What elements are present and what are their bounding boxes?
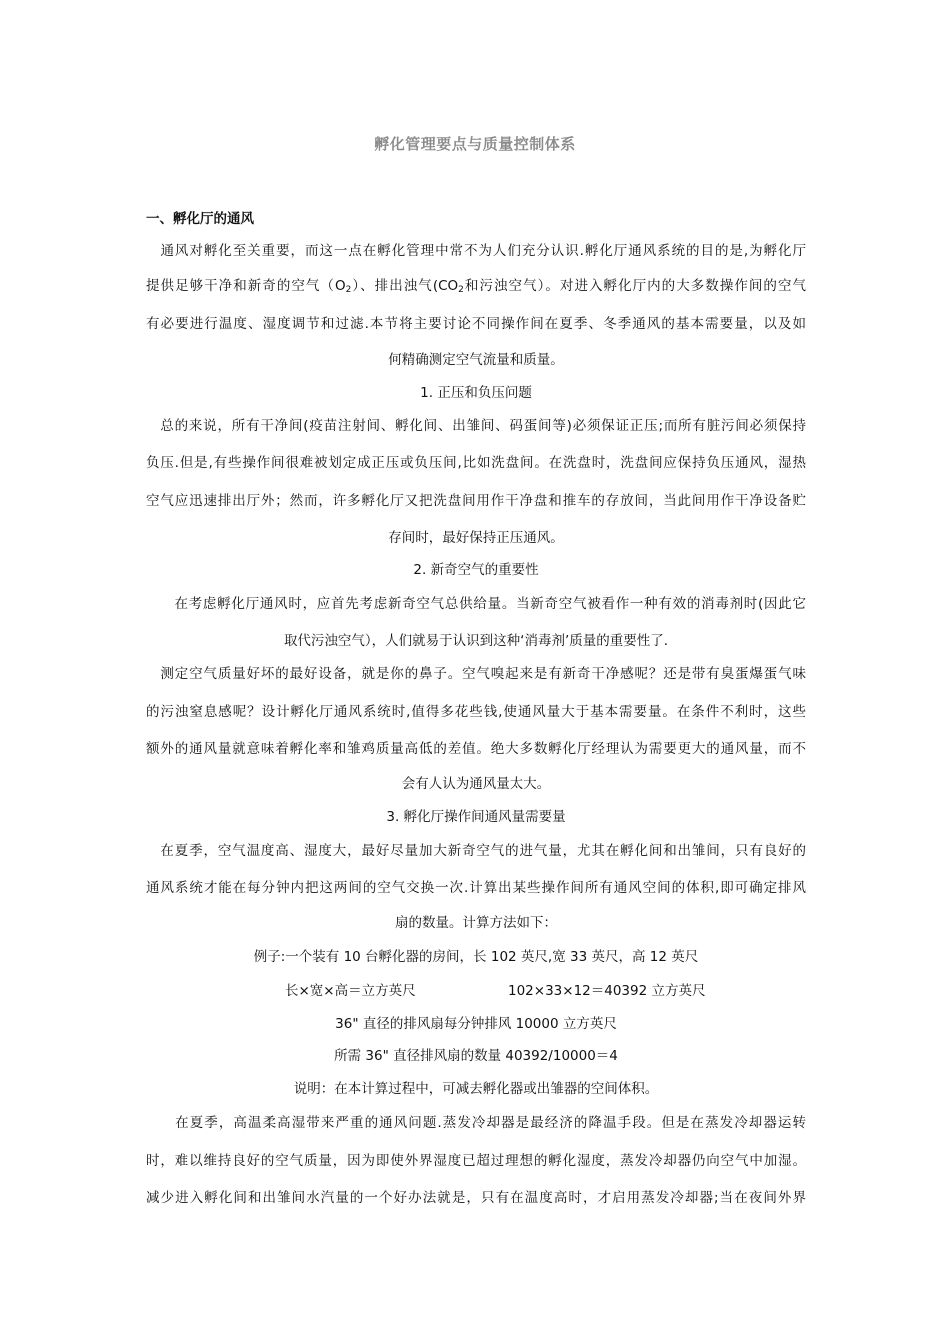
o2-subscript: 2 (345, 285, 352, 295)
sub2-p2-line-1: 测定空气质量好坏的最好设备，就是你的鼻子。空气嗅起来是有新奇干净感呢？还是带有臭蛋爆蛋气味 (146, 666, 806, 682)
co2-subscript: 2 (458, 285, 464, 295)
sub2-p1-line-2: 取代污浊空气），人们就易于认识到这种‘消毒剂’质量的重要性了. (283, 633, 669, 649)
subsection-3-heading: 3. 孵化厅操作间通风量需要量 (386, 809, 566, 825)
sub3-p2-line-3: 减少进入孵化间和出雏间水汽量的一个好办法就是，只有在温度高时，才启用蒸发冷却器;当在夜间外界 (146, 1190, 806, 1206)
formula-left: 长×宽×高＝立方英尺 (285, 983, 416, 999)
sub1-line-2: 负压.但是,有些操作间很难被划定成正压或负压间,比如洗盘间。在洗盘时，洗盘间应保持负压通风，湿热 (146, 455, 806, 471)
sub1-line-1: 总的来说，所有干净间(疫苗注射间、孵化间、出雏间、码蛋间等)必须保证正压;而所有脏污间必须保持 (146, 418, 806, 434)
sub2-p1-line-1: 在考虑孵化厅通风时，应首先考虑新奇空气总供给量。当新奇空气被看作一种有效的消毒剂时(因此它 (146, 596, 806, 612)
fan-count-line: 所需 36" 直径排风扇的数量 40392/10000＝4 (334, 1048, 618, 1064)
sub2-p2-line-3: 额外的通风量就意味着孵化率和雏鸡质量高低的差值。绝大多数孵化厅经理认为需要更大的通风量，而不 (146, 741, 806, 757)
intro-line-2c: 和污浊空气）。对进入孵化厅内的大多数操作间的空气 (463, 278, 806, 294)
sub3-p2-line-1: 在夏季，高温柔高湿带来严重的通风问题.蒸发冷却器是最经济的降温手段。但是在蒸发冷却器运转 (146, 1115, 806, 1131)
intro-line-2b: ）、排出浊气(CO (351, 278, 459, 294)
subsection-2-heading: 2. 新奇空气的重要性 (413, 562, 539, 578)
sub3-line-3: 扇的数量。计算方法如下： (395, 915, 557, 931)
sub1-line-4: 存间时，最好保持正压通风。 (388, 530, 564, 546)
document-title: 孵化管理要点与质量控制体系 (374, 135, 576, 153)
intro-line-2 (146, 277, 806, 295)
intro-line-1: 通风对孵化至关重要，而这一点在孵化管理中常不为人们充分认识.孵化厅通风系统的目的是,为孵化厅 (146, 243, 806, 259)
note-line: 说明：在本计算过程中，可减去孵化器或出雏器的空间体积。 (293, 1081, 659, 1097)
section-heading-ventilation: 一、孵化厅的通风 (146, 211, 254, 227)
fan-capacity-line: 36" 直径的排风扇每分钟排风 10000 立方英尺 (335, 1016, 617, 1032)
sub3-line-1: 在夏季，空气温度高、湿度大，最好尽量加大新奇空气的进气量，尤其在孵化间和出雏间，只有良好的 (146, 843, 806, 859)
sub2-p2-line-2: 的污浊窒息感呢？设计孵化厅通风系统时,值得多花些钱,使通风量大于基本需要量。在条件不利时，这些 (146, 704, 806, 720)
intro-line-3: 有必要进行温度、湿度调节和过滤.本节将主要讨论不同操作间在夏季、冬季通风的基本需要量，以及如 (146, 316, 806, 332)
formula-right: 102×33×12＝40392 立方英尺 (508, 983, 706, 999)
sub2-p2-line-4: 会有人认为通风量太大。 (401, 776, 551, 792)
sub1-line-3: 空气应迅速排出厅外；然而，许多孵化厅又把洗盘间用作干净盘和推车的存放间，当此间用作干净设备贮 (146, 493, 806, 509)
subsection-1-heading: 1. 正压和负压问题 (420, 385, 532, 401)
intro-line-4: 何精确测定空气流量和质量。 (388, 352, 564, 368)
example-line: 例子:一个装有 10 台孵化器的房间，长 102 英尺,宽 33 英尺，高 12 英尺 (253, 949, 699, 965)
sub3-line-2: 通风系统才能在每分钟内把这两间的空气交换一次.计算出某些操作间所有通风空间的体积,即可确定排风 (146, 880, 806, 896)
sub3-p2-line-2: 时，难以维持良好的空气质量，因为即使外界湿度已超过理想的孵化湿度，蒸发冷却器仍向空气中加湿。 (146, 1153, 806, 1169)
intro-line-2a: 提供足够干净和新奇的空气（O (146, 278, 346, 294)
